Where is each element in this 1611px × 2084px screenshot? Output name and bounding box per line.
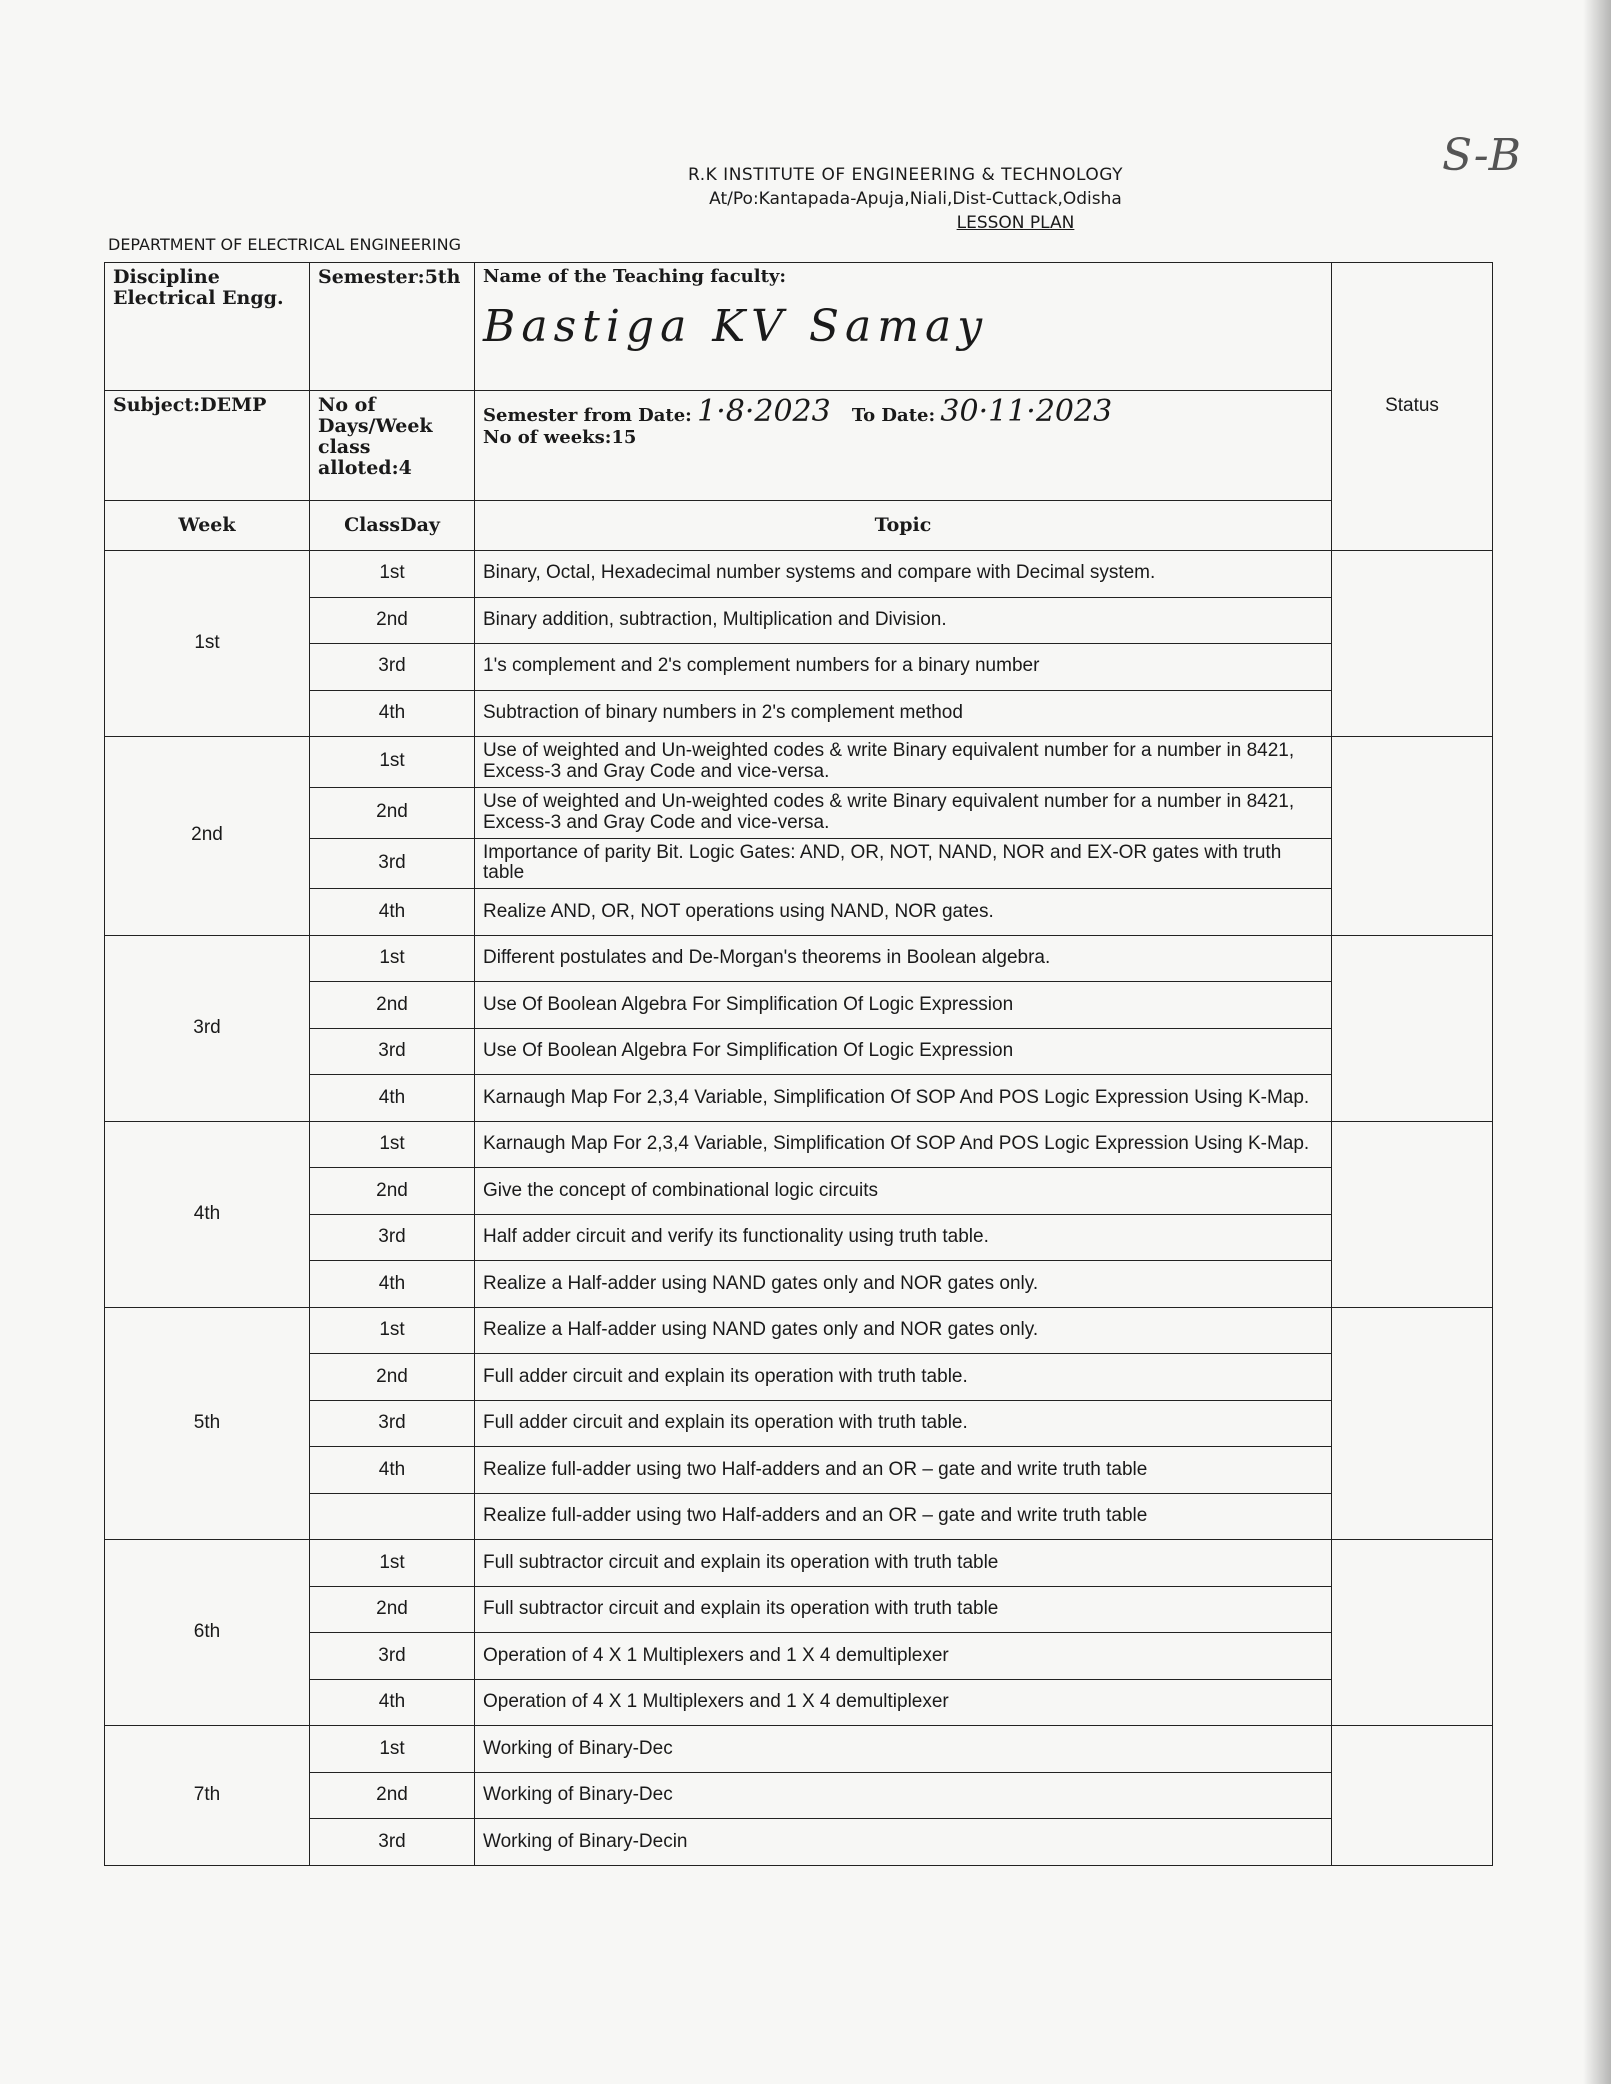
info-row-2 [105,391,1493,501]
class-day: 4th [310,1261,475,1308]
topic-text: Full adder circuit and explain its operation with truth table. [475,1354,1332,1401]
topic-text: Subtraction of binary numbers in 2's complement method [475,690,1332,737]
table-row [105,787,1493,838]
class-day: 3rd [310,1819,475,1866]
table-row [105,1726,1493,1773]
status-cell [1332,1121,1493,1307]
class-day: 1st [310,737,475,788]
table-row [105,1121,1493,1168]
class-day: 4th [310,690,475,737]
topic-column-header: Topic [475,501,1332,551]
table-row [105,1633,1493,1680]
status-header-cell: Status [1332,263,1493,551]
document-header [0,165,1611,233]
status-cell [1332,737,1493,936]
class-day: 1st [310,1307,475,1354]
topic-text: Full subtractor circuit and explain its operation with truth table [475,1540,1332,1587]
topic-text: Use of weighted and Un-weighted codes & write Binary equivalent number for a number in 8421, Excess-3 and Gray Code and vice-versa. [475,787,1332,838]
semester-dates-cell [475,391,1332,501]
faculty-label: Name of the Teaching faculty: [483,266,786,287]
topic-text: Karnaugh Map For 2,3,4 Variable, Simplification Of SOP And POS Logic Expression Using K-Map. [475,1121,1332,1168]
topic-text: Binary, Octal, Hexadecimal number systems and compare with Decimal system. [475,551,1332,598]
semester-cell: Semester:5th [310,263,475,391]
faculty-name: Bastiga KV Samay [483,300,989,352]
table-row [105,1400,1493,1447]
institute-address: At/Po:Kantapada-Apuja,Niali,Dist-Cuttack,Odisha [709,189,1122,209]
class-day: 3rd [310,1633,475,1680]
to-date: 30·11·2023 [940,394,1113,429]
semester-from-date: 1·8·2023 [697,394,831,429]
class-day: 2nd [310,597,475,644]
classday-column-header: ClassDay [310,501,475,551]
week-label: 1st [105,551,310,737]
faculty-cell [475,263,1332,391]
topic-text: Working of Binary-Dec [475,1772,1332,1819]
table-row [105,1493,1493,1540]
discipline-cell: Discipline Electrical Engg. [105,263,310,391]
status-cell [1332,551,1493,737]
table-row [105,737,1493,788]
class-day: 1st [310,1726,475,1773]
days-per-week-cell: No of Days/Week class alloted:4 [310,391,475,501]
class-day: 2nd [310,787,475,838]
table-row [105,1540,1493,1587]
topic-text: Different postulates and De-Morgan's theorems in Boolean algebra. [475,935,1332,982]
table-row [105,1307,1493,1354]
week-label: 2nd [105,737,310,936]
to-date-label: To Date: [851,405,936,426]
week-label: 3rd [105,935,310,1121]
handwritten-section-mark: S-B [1442,130,1521,181]
table-row [105,1028,1493,1075]
class-day: 2nd [310,1354,475,1401]
subject-cell: Subject:DEMP [105,391,310,501]
topic-text: Working of Binary-Decin [475,1819,1332,1866]
document-title: LESSON PLAN [956,213,1075,233]
semester-from-label: Semester from Date: [483,405,692,426]
class-day [310,1493,475,1540]
class-day: 1st [310,1540,475,1587]
column-header-row [105,501,1493,551]
topic-text: Realize a Half-adder using NAND gates only and NOR gates only. [475,1307,1332,1354]
class-day: 3rd [310,1214,475,1261]
topic-text: Half adder circuit and verify its functionality using truth table. [475,1214,1332,1261]
class-day: 4th [310,1679,475,1726]
department-name: DEPARTMENT OF ELECTRICAL ENGINEERING [108,235,461,254]
table-row [105,1168,1493,1215]
table-row [105,1075,1493,1122]
topic-text: 1's complement and 2's complement numbers for a binary number [475,644,1332,691]
table-row [105,982,1493,1029]
class-day: 3rd [310,1028,475,1075]
class-day: 2nd [310,1168,475,1215]
status-cell [1332,1540,1493,1726]
topic-text: Use Of Boolean Algebra For Simplification Of Logic Expression [475,1028,1332,1075]
topic-text: Binary addition, subtraction, Multiplication and Division. [475,597,1332,644]
table-row [105,935,1493,982]
status-cell [1332,1726,1493,1866]
lesson-plan-table [104,262,1493,1866]
table-row [105,597,1493,644]
class-day: 2nd [310,1772,475,1819]
table-row [105,1214,1493,1261]
table-row [105,1586,1493,1633]
topic-text: Importance of parity Bit. Logic Gates: AND, OR, NOT, NAND, NOR and EX-OR gates with truth table [475,838,1332,889]
table-row [105,1819,1493,1866]
week-label: 6th [105,1540,310,1726]
table-row [105,551,1493,598]
class-day: 2nd [310,1586,475,1633]
topic-text: Working of Binary-Dec [475,1726,1332,1773]
week-column-header: Week [105,501,310,551]
topic-text: Karnaugh Map For 2,3,4 Variable, Simplification Of SOP And POS Logic Expression Using K-Map. [475,1075,1332,1122]
week-label: 4th [105,1121,310,1307]
table-row [105,1772,1493,1819]
class-day: 4th [310,889,475,936]
class-day: 1st [310,935,475,982]
paper-edge-shadow [1583,0,1611,2084]
class-day: 1st [310,551,475,598]
class-day: 1st [310,1121,475,1168]
topic-text: Use Of Boolean Algebra For Simplification Of Logic Expression [475,982,1332,1029]
topic-text: Realize a Half-adder using NAND gates only and NOR gates only. [475,1261,1332,1308]
institute-name: R.K INSTITUTE OF ENGINEERING & TECHNOLOGY [688,165,1123,185]
table-row [105,1354,1493,1401]
class-day: 3rd [310,838,475,889]
topic-text: Realize full-adder using two Half-adders and an OR – gate and write truth table [475,1447,1332,1494]
table-row [105,1679,1493,1726]
status-cell [1332,935,1493,1121]
table-row [105,1261,1493,1308]
info-row-1 [105,263,1493,391]
table-row [105,889,1493,936]
topic-text: Operation of 4 X 1 Multiplexers and 1 X 4 demultiplexer [475,1679,1332,1726]
week-label: 7th [105,1726,310,1866]
topic-text: Use of weighted and Un-weighted codes & write Binary equivalent number for a number in 8421, Excess-3 and Gray Code and vice-versa. [475,737,1332,788]
table-row [105,1447,1493,1494]
class-day: 3rd [310,1400,475,1447]
topic-text: Give the concept of combinational logic circuits [475,1168,1332,1215]
topic-text: Realize AND, OR, NOT operations using NAND, NOR gates. [475,889,1332,936]
table-row [105,644,1493,691]
class-day: 3rd [310,644,475,691]
class-day: 4th [310,1447,475,1494]
weeks-count: No of weeks:15 [483,427,637,448]
topic-text: Full adder circuit and explain its operation with truth table. [475,1400,1332,1447]
class-day: 2nd [310,982,475,1029]
topic-text: Full subtractor circuit and explain its operation with truth table [475,1586,1332,1633]
topic-text: Operation of 4 X 1 Multiplexers and 1 X 4 demultiplexer [475,1633,1332,1680]
table-row [105,838,1493,889]
topic-text: Realize full-adder using two Half-adders and an OR – gate and write truth table [475,1493,1332,1540]
status-cell [1332,1307,1493,1540]
class-day: 4th [310,1075,475,1122]
week-label: 5th [105,1307,310,1540]
table-row [105,690,1493,737]
